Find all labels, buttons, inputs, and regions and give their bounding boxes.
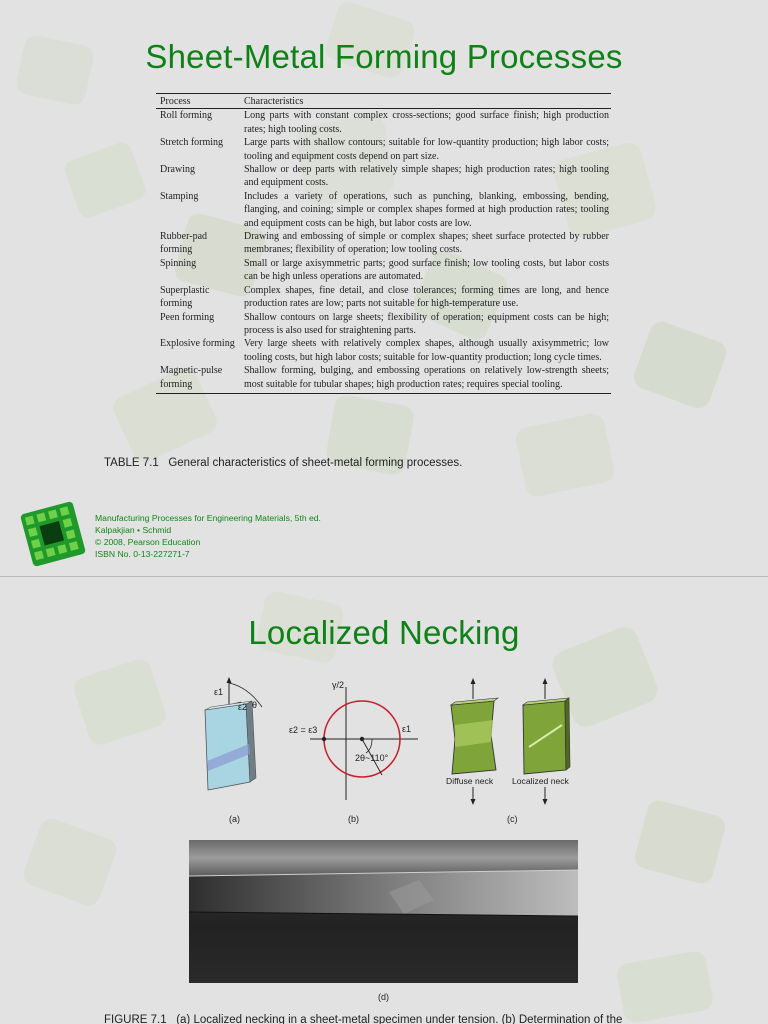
epsilon2-eq-epsilon3-label: ε2 = ε3 bbox=[289, 725, 318, 735]
table-row bbox=[156, 364, 611, 393]
footer-book-title: Manufacturing Processes for Engineering Materials, 5th ed. bbox=[95, 513, 321, 523]
process-cell: Superplastic forming bbox=[160, 284, 210, 310]
table-row bbox=[156, 337, 611, 364]
table-row bbox=[156, 311, 611, 338]
table-row bbox=[156, 163, 611, 190]
slide-title: Localized Necking bbox=[248, 614, 520, 651]
process-cell: Peen forming bbox=[160, 311, 215, 323]
axis-epsilon1-label: ε1 bbox=[402, 724, 412, 734]
panel-c-label: (c) bbox=[507, 814, 518, 824]
header-characteristics: Characteristics bbox=[240, 94, 611, 109]
publisher-logo-icon bbox=[16, 497, 90, 571]
process-cell: Stamping bbox=[160, 190, 199, 202]
process-cell: Magnetic-pulse forming bbox=[156, 364, 240, 393]
characteristics-cell: Very large sheets with relatively complex shapes, although usually axisymmetric; low tooling costs, but high labor costs; suitable for low-quantity production; long cycle times. bbox=[244, 338, 609, 363]
panel-c-necks bbox=[446, 678, 570, 805]
table-row bbox=[156, 109, 611, 136]
table-header-row bbox=[156, 94, 611, 109]
processes-table bbox=[156, 93, 611, 394]
characteristics-cell: Small or large axisymmetric parts; good surface finish; low tooling costs, but labor costs can be high unless operations are automated. bbox=[244, 257, 609, 283]
process-cell: Drawing bbox=[160, 164, 195, 176]
panel-b-mohr-circle bbox=[289, 680, 418, 800]
process-cell: Explosive forming bbox=[160, 338, 235, 350]
panel-d-label: (d) bbox=[378, 992, 389, 1002]
characteristics-cell: Shallow contours on large sheets; flexibility of operation; equipment costs can be high; process is also used for straightening parts. bbox=[244, 311, 609, 336]
process-cell: Rubber-pad forming bbox=[160, 231, 208, 256]
table-caption: TABLE 7.1 General characteristics of sheet-metal forming processes. bbox=[104, 457, 463, 469]
footer-isbn: ISBN No. 0-13-227271-7 bbox=[95, 549, 190, 559]
characteristics-cell: Long parts with constant complex cross-sections; good surface finish; high production rates; high tooling costs. bbox=[244, 110, 609, 135]
slide-localized-necking bbox=[0, 577, 768, 1024]
panel-a-specimen bbox=[205, 677, 262, 790]
axis-gamma-label: γ/2 bbox=[332, 680, 345, 690]
label-theta: θ bbox=[252, 700, 258, 710]
figure-caption: FIGURE 7.1 (a) Localized necking in a sheet-metal specimen under tension. (b) Determination of the bbox=[104, 1014, 623, 1024]
process-cell: Roll forming bbox=[160, 110, 212, 122]
table-row bbox=[156, 136, 611, 163]
label-epsilon2: ε2 bbox=[238, 702, 248, 712]
table-row bbox=[156, 257, 611, 284]
characteristics-cell: Shallow or deep parts with relatively simple shapes; high production rates; high tooling and equipment costs. bbox=[244, 164, 609, 189]
table-row bbox=[156, 190, 611, 230]
process-cell: Stretch forming bbox=[160, 137, 224, 149]
characteristics-cell: Shallow forming, bulging, and embossing operations on relatively low-strength sheets; most suitable for tubular shapes; high production rates; requires special tooling. bbox=[240, 364, 611, 393]
panel-a-label: (a) bbox=[229, 814, 240, 824]
table-row bbox=[156, 284, 611, 311]
necking-specimen-photo bbox=[189, 840, 578, 983]
characteristics-cell: Drawing and embossing of simple or complex shapes; sheet surface protected by rubber membranes; flexibility of operation; low tooling costs. bbox=[244, 231, 609, 256]
footer-authors: Kalpakjian • Schmid bbox=[95, 525, 172, 535]
characteristics-cell: Complex shapes, fine detail, and close tolerances; forming times are long, and hence production rates are low; parts not suitable for high-temperature use. bbox=[244, 284, 609, 310]
panel-b-label: (b) bbox=[348, 814, 359, 824]
characteristics-cell: Large parts with shallow contours; suitable for low-quantity production; high labor costs; tooling and equipment costs depend on part size. bbox=[244, 137, 609, 162]
characteristics-cell: Includes a variety of operations, such as punching, blanking, embossing, bending, flanging, and coining; simple or complex shapes formed at high production rates; tooling and equipment costs can be high, but labor costs are low. bbox=[244, 190, 609, 229]
label-epsilon1: ε1 bbox=[214, 687, 224, 697]
slide-title: Sheet-Metal Forming Processes bbox=[145, 38, 623, 75]
localized-neck-label: Localized neck bbox=[512, 776, 569, 786]
angle-label: 2θ~110° bbox=[355, 753, 389, 763]
process-cell: Spinning bbox=[160, 257, 197, 269]
header-process: Process bbox=[156, 94, 240, 109]
publisher-footer bbox=[95, 512, 321, 560]
diffuse-neck-label: Diffuse neck bbox=[446, 776, 494, 786]
table-row bbox=[156, 230, 611, 257]
footer-copyright: © 2008, Pearson Education bbox=[95, 537, 201, 547]
